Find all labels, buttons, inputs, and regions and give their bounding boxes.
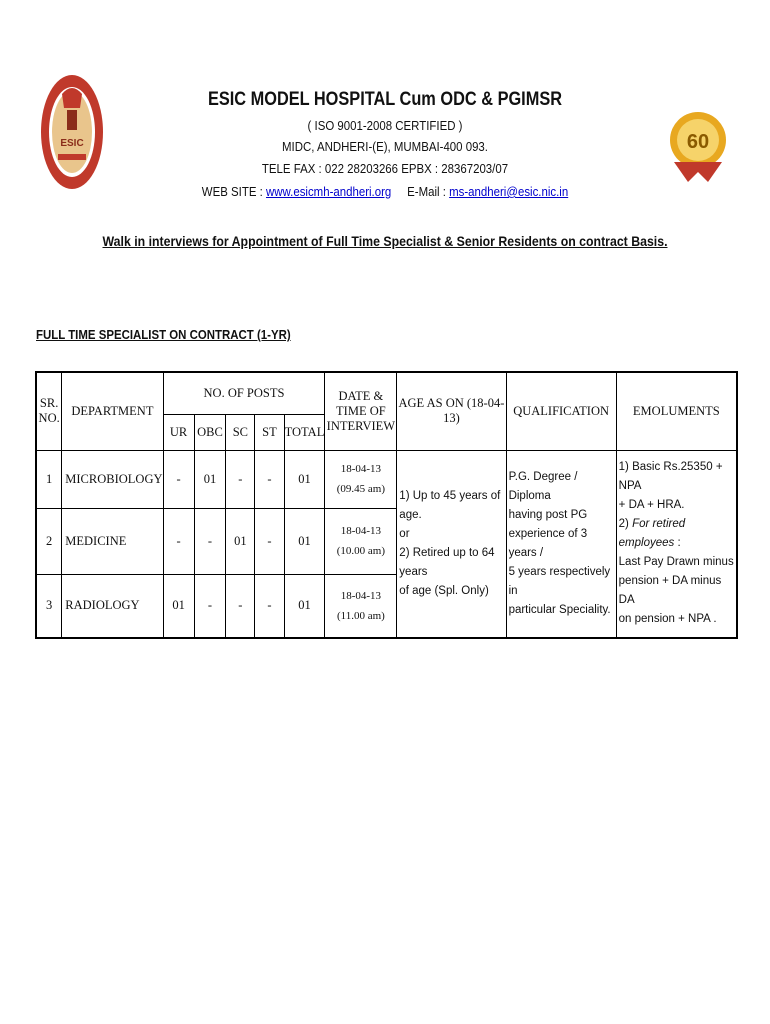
address-line: MIDC, ANDHERI-(E), MUMBAI-400 093.: [282, 139, 488, 154]
logo-number: 60: [686, 131, 710, 153]
emoluments-num: 2): [618, 518, 633, 531]
cell-date: [325, 574, 397, 638]
cell-ur: 01: [163, 574, 194, 638]
website-label: WEB SITE :: [201, 184, 267, 199]
cell-obc: -: [194, 508, 226, 574]
interview-time: (11.00 am): [336, 609, 385, 622]
emoluments-colon: :: [674, 537, 681, 550]
interview-time: (09.45 am): [336, 483, 386, 495]
age-line: 2) Retired up to 64 years: [399, 546, 495, 578]
cell-department: RADIOLOGY: [62, 574, 163, 638]
cell-qualification: [506, 450, 616, 638]
emoluments-italic: For retired employees: [618, 518, 686, 550]
emoluments-line: Last Pay Drawn minus: [618, 556, 734, 569]
qualification-line: having post PG: [508, 508, 588, 521]
cell-sr: 1: [36, 450, 62, 508]
col-sc: SC: [226, 414, 255, 450]
col-department: DEPARTMENT: [62, 372, 163, 450]
col-emoluments: EMOLUMENTS: [616, 372, 737, 450]
qualification-line: experience of 3 years /: [508, 527, 588, 559]
cell-st: -: [255, 508, 284, 574]
qualification-line: particular Speciality.: [508, 603, 611, 616]
email-label: E-Mail :: [407, 184, 450, 199]
cell-sr: 3: [36, 574, 62, 638]
cell-st: -: [255, 574, 284, 638]
cell-date: [325, 508, 397, 574]
phone-line: TELE FAX : 022 28203266 EPBX : 28367203/07: [261, 161, 509, 176]
qualification-line: P.G. Degree / Diploma: [508, 470, 578, 502]
cell-department: MICROBIOLOGY: [62, 450, 163, 508]
interview-date: 18-04-13: [340, 589, 382, 602]
col-st: ST: [255, 414, 284, 450]
cell-sc: -: [226, 450, 255, 508]
col-sr: SR. NO.: [36, 372, 62, 450]
cell-obc: 01: [194, 450, 226, 508]
table-row: [36, 450, 737, 508]
interview-time: (10.00 am): [336, 545, 386, 557]
cell-age: [397, 450, 506, 638]
interview-date: 18-04-13: [340, 463, 382, 475]
cell-sr: 2: [36, 508, 62, 574]
cell-st: -: [255, 450, 284, 508]
posts-table: [35, 371, 738, 639]
cell-emoluments: [616, 450, 737, 638]
col-date: DATE & TIME OF INTERVIEW: [325, 372, 397, 450]
col-age: AGE AS ON (18-04-13): [397, 372, 506, 450]
col-ur: UR: [163, 414, 194, 450]
section-title: FULL TIME SPECIALIST ON CONTRACT (1-YR): [36, 327, 291, 342]
cell-sc: -: [226, 574, 255, 638]
cell-total: 01: [284, 450, 325, 508]
cell-ur: -: [163, 508, 194, 574]
contact-line: [46, 184, 724, 199]
hospital-title: ESIC MODEL HOSPITAL Cum ODC & PGIMSR: [207, 89, 563, 110]
col-posts: NO. OF POSTS: [163, 372, 325, 414]
qualification-line: 5 years respectively in: [508, 565, 611, 597]
cell-obc: -: [194, 574, 226, 638]
iso-line: ( ISO 9001-2008 CERTIFIED ): [307, 118, 463, 133]
cell-total: 01: [284, 508, 325, 574]
col-qualification: QUALIFICATION: [506, 372, 616, 450]
logo-text: ESIC: [60, 138, 84, 149]
emoluments-line: pension + DA minus DA: [618, 575, 722, 607]
col-total: TOTAL: [284, 414, 325, 450]
emoluments-line: on pension + NPA .: [618, 613, 717, 626]
age-line: or: [399, 527, 410, 540]
age-line: 1) Up to 45 years of age.: [399, 489, 501, 521]
emoluments-line: [619, 515, 736, 553]
cell-department: MEDICINE: [62, 508, 163, 574]
cell-total: 01: [284, 574, 325, 638]
col-obc: OBC: [194, 414, 226, 450]
website-link[interactable]: www.esicmh-andheri.org: [266, 184, 392, 199]
cell-date: [325, 450, 397, 508]
cell-sc: 01: [226, 508, 255, 574]
cell-ur: -: [163, 450, 194, 508]
emoluments-line: + DA + HRA.: [618, 499, 685, 512]
interview-date: 18-04-13: [340, 525, 382, 537]
email-link[interactable]: ms-andheri@esic.nic.in: [449, 184, 569, 199]
emoluments-line: 1) Basic Rs.25350 + NPA: [618, 461, 723, 493]
age-line: of age (Spl. Only): [399, 584, 489, 597]
notice-heading: Walk in interviews for Appointment of Full Time Specialist & Senior Residents on contract Basis.: [102, 233, 668, 249]
